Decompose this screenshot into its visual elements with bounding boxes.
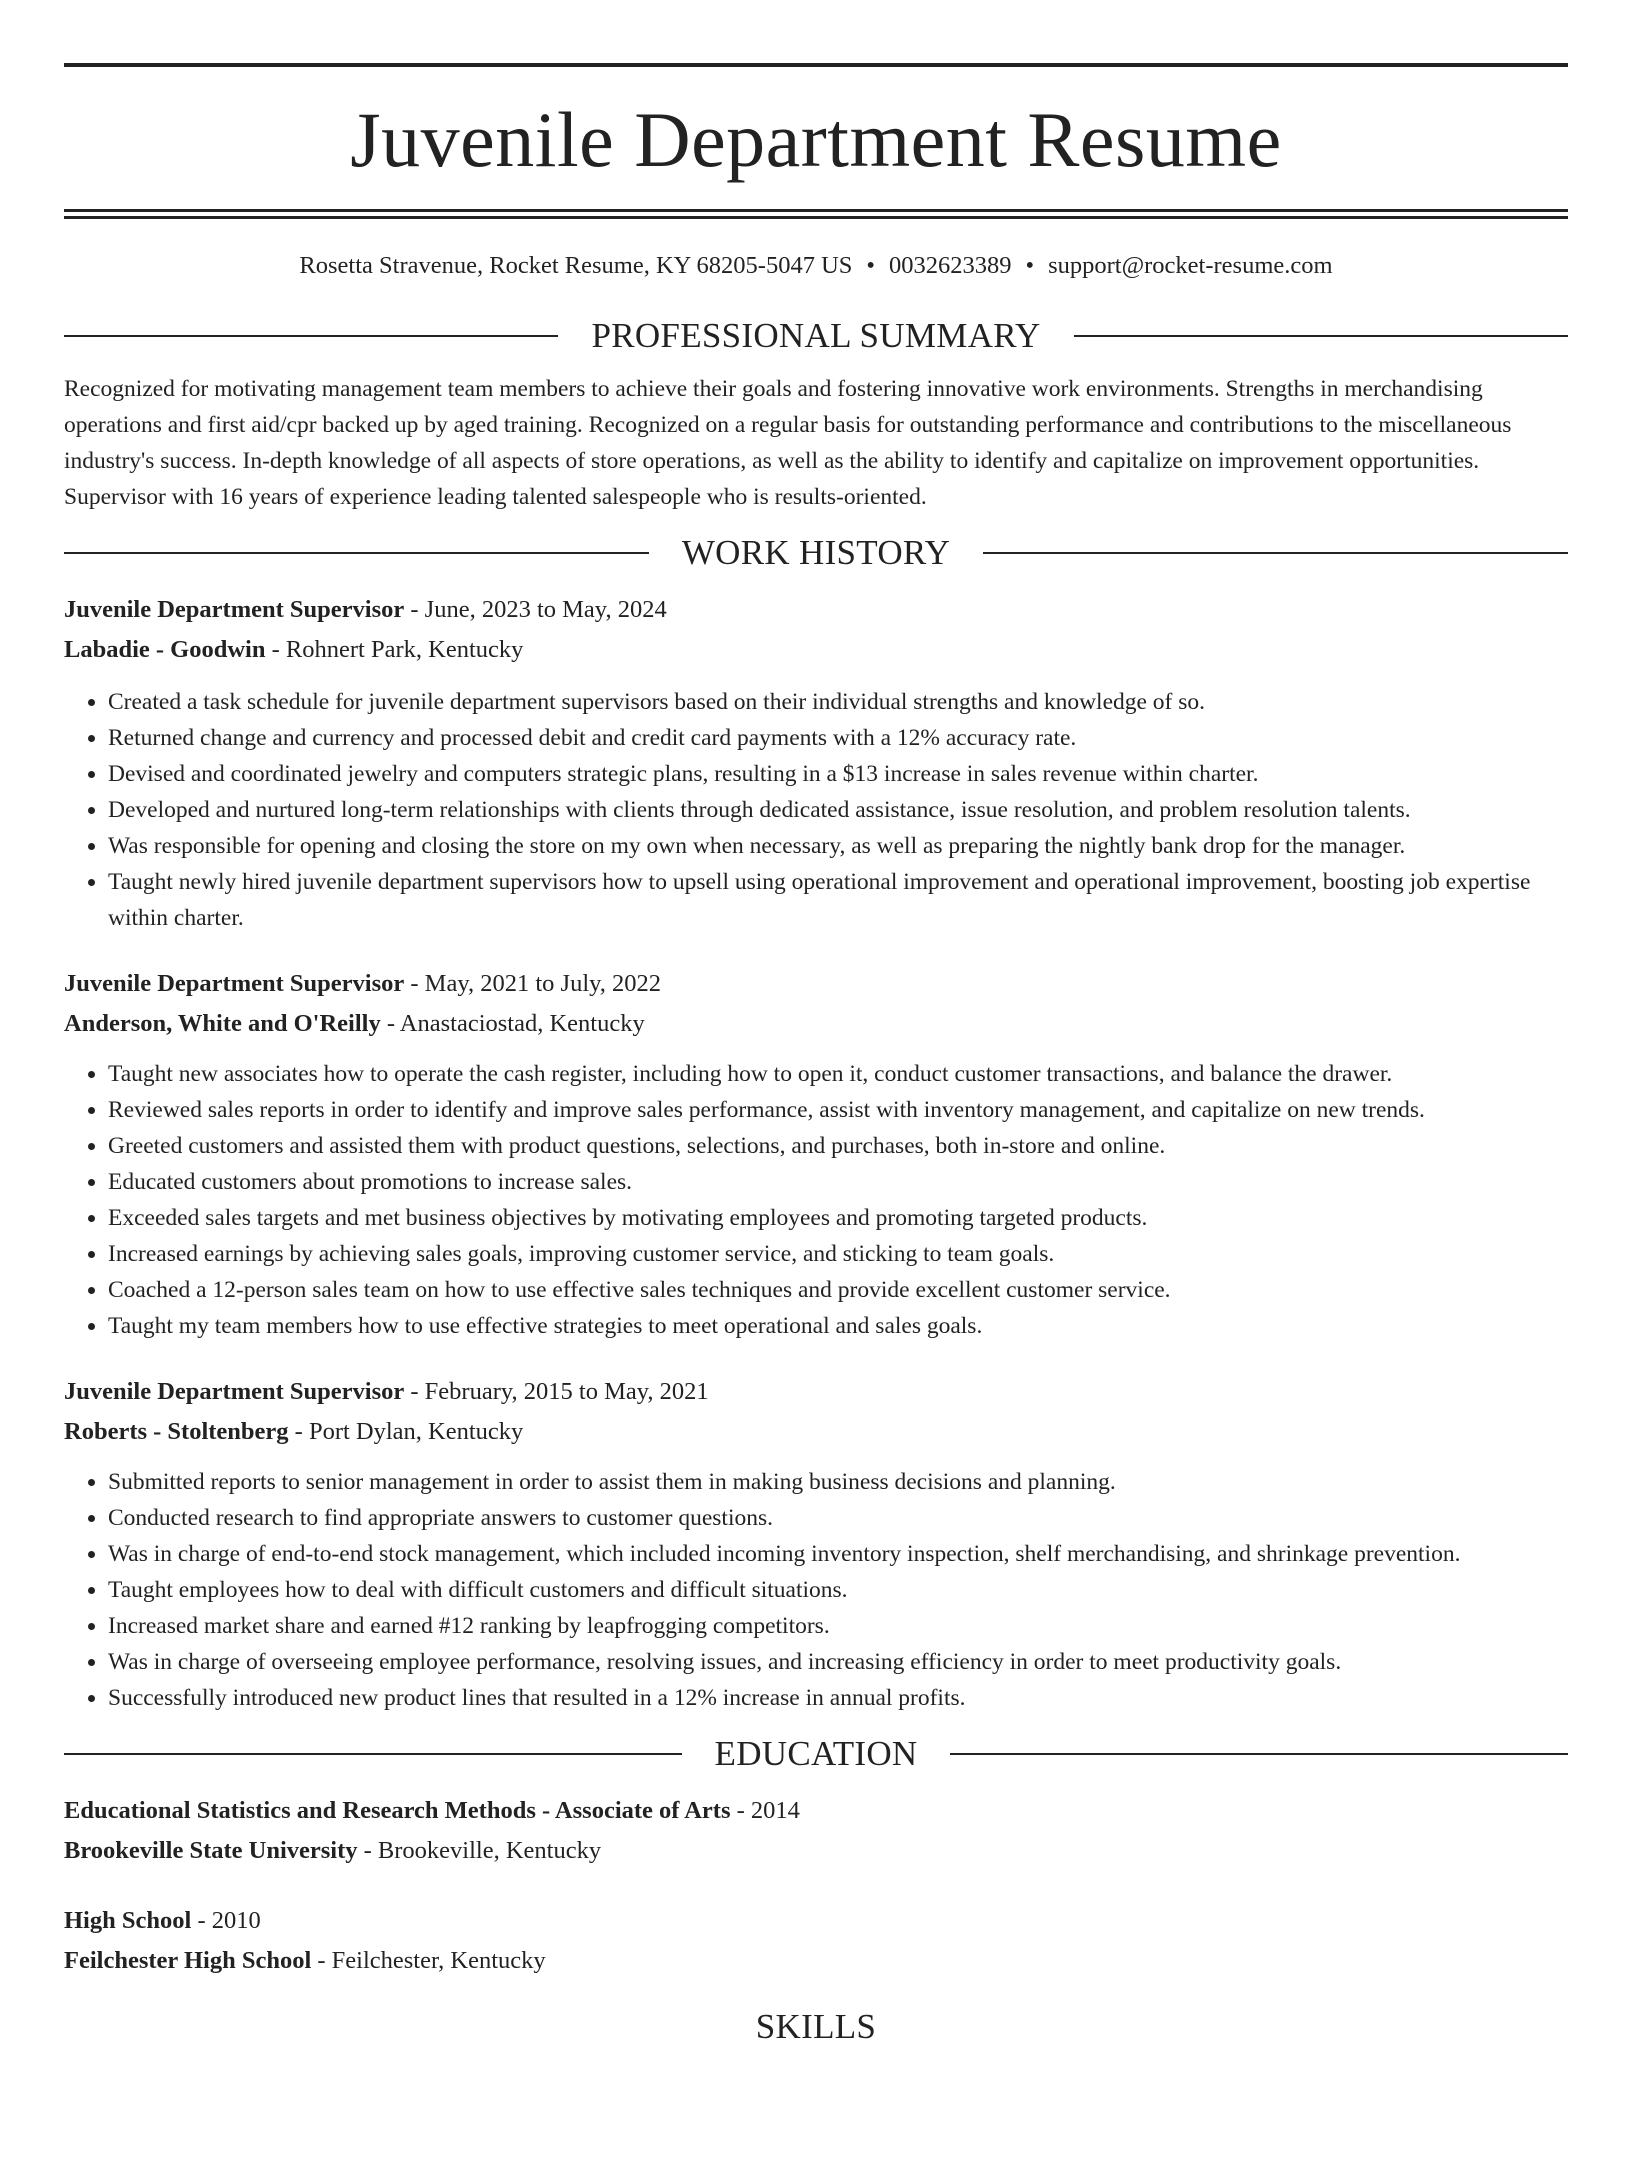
job-bullet: • Was in charge of overseeing employee performance, resolving issues, and increasing efficiency in order to meet productivity goals. (108, 1644, 1568, 1680)
job-title: Juvenile Department Supervisor (64, 1378, 405, 1406)
job-entry (64, 1372, 1568, 1716)
job-company: Labadie - Goodwin (64, 636, 266, 664)
skills-heading-label: SKILLS (755, 2007, 877, 2047)
job-dates: - May, 2021 to July, 2022 (404, 970, 662, 998)
job-bullet: • Conducted research to find appropriate answers to customer questions. (108, 1500, 1568, 1536)
education-heading (64, 1734, 1568, 1774)
job-entry (64, 590, 1568, 936)
heading-rule (64, 552, 649, 554)
job-bullet: • Exceeded sales targets and met business objectives by motivating employees and promoting targeted products. (108, 1200, 1568, 1236)
job-title-line (64, 590, 1568, 630)
contact-separator: • (866, 252, 875, 279)
contact-separator: • (1025, 252, 1035, 279)
job-bullet: • Returned change and currency and processed debit and credit card payments with a 12% accuracy rate. (108, 720, 1568, 756)
title-double-rule (64, 209, 1568, 219)
heading-rule (983, 552, 1568, 554)
job-bullet: • Coached a 12-person sales team on how to use effective sales techniques and provide excellent customer service. (108, 1272, 1568, 1308)
job-entry (64, 964, 1568, 1344)
job-bullets (64, 1056, 1568, 1344)
job-bullet: • Was responsible for opening and closing the store on my own when necessary, as well as preparing the nightly bank drop for the manager. (108, 828, 1568, 864)
job-bullet: • Taught new associates how to operate the cash register, including how to open it, conduct customer transactions, and balance the drawer. (108, 1056, 1568, 1092)
summary-heading (64, 316, 1568, 356)
job-company-line (64, 630, 1568, 670)
education-school-line (64, 1831, 1568, 1871)
resume-page (0, 63, 1632, 2175)
job-bullet: • Successfully introduced new product lines that resulted in a 12% increase in annual profits. (108, 1680, 1568, 1716)
job-bullet: • Devised and coordinated jewelry and computers strategic plans, resulting in a $13 increase in sales revenue within charter. (108, 756, 1568, 792)
contact-phone: 0032623389 (889, 252, 1012, 279)
job-bullet: • Developed and nurtured long-term relationships with clients through dedicated assistance, issue resolution, and problem resolution talents. (108, 792, 1568, 828)
summary-heading-label: PROFESSIONAL SUMMARY (591, 316, 1041, 356)
education-degree-line (64, 1791, 1568, 1831)
job-bullet: • Increased market share and earned #12 ranking by leapfrogging competitors. (108, 1608, 1568, 1644)
job-dates: - June, 2023 to May, 2024 (404, 596, 667, 624)
work-history-heading-label: WORK HISTORY (681, 533, 951, 573)
skills-heading (64, 2007, 1568, 2047)
job-title: Juvenile Department Supervisor (64, 970, 405, 998)
job-title-line (64, 1372, 1568, 1412)
education-location: - Brookeville, Kentucky (357, 1837, 602, 1865)
education-location: - Feilchester, Kentucky (311, 1947, 546, 1975)
education-year: - 2010 (191, 1907, 261, 1935)
job-dates: - February, 2015 to May, 2021 (404, 1378, 709, 1406)
work-history-heading (64, 533, 1568, 573)
education-degree: Educational Statistics and Research Methods - Associate of Arts (64, 1797, 731, 1825)
top-rule (64, 63, 1568, 67)
education-school-line (64, 1941, 1568, 1981)
job-bullet: • Created a task schedule for juvenile department supervisors based on their individual strengths and knowledge of so. (108, 684, 1568, 720)
heading-rule (64, 335, 558, 337)
job-bullet: • Greeted customers and assisted them with product questions, selections, and purchases, both in-store and online. (108, 1128, 1568, 1164)
heading-rule (64, 1753, 682, 1755)
job-company: Anderson, White and O'Reilly (64, 1010, 381, 1038)
job-location: - Rohnert Park, Kentucky (265, 636, 524, 664)
job-bullet: • Increased earnings by achieving sales goals, improving customer service, and sticking to team goals. (108, 1236, 1568, 1272)
education-entry (64, 1791, 1568, 1871)
job-company: Roberts - Stoltenberg (64, 1418, 289, 1446)
job-bullets (64, 1464, 1568, 1716)
job-bullet: • Submitted reports to senior management in order to assist them in making business decisions and planning. (108, 1464, 1568, 1500)
contact-line (64, 251, 1568, 280)
job-title: Juvenile Department Supervisor (64, 596, 405, 624)
job-bullet: • Taught my team members how to use effective strategies to meet operational and sales goals. (108, 1308, 1568, 1344)
job-company-line (64, 1412, 1568, 1452)
job-title-line (64, 964, 1568, 1004)
contact-email[interactable]: support@rocket-resume.com (1048, 252, 1333, 279)
education-degree: High School (64, 1907, 192, 1935)
job-bullet: • Educated customers about promotions to increase sales. (108, 1164, 1568, 1200)
education-heading-label: EDUCATION (714, 1734, 918, 1774)
education-entry (64, 1901, 1568, 1981)
document-title: Juvenile Department Resume (350, 96, 1282, 183)
job-bullet: • Taught newly hired juvenile department supervisors how to upsell using operational improvement and operational improvement, boosting job expertise within charter. (108, 864, 1568, 936)
job-company-line (64, 1004, 1568, 1044)
heading-rule (1074, 335, 1568, 337)
education-school: Brookeville State University (64, 1837, 358, 1865)
education-school: Feilchester High School (64, 1947, 312, 1975)
summary-text: Recognized for motivating management team members to achieve their goals and fostering innovative work environments. Strengths in merchandising operations and first aid/cpr backed up by aged training. Recognized on a regular basis for outstanding performance and contributions to the miscellaneous industry's success. In-depth knowledge of all aspects of store operations, as well as the ability to identify and capitalize on improvement opportunities. Supervisor with 16 years of experience leading talented salespeople who is results-oriented. (64, 376, 1512, 511)
job-location: - Anastaciostad, Kentucky (380, 1010, 645, 1038)
job-bullet: • Reviewed sales reports in order to identify and improve sales performance, assist with inventory management, and capitalize on new trends. (108, 1092, 1568, 1128)
job-location: - Port Dylan, Kentucky (288, 1418, 524, 1446)
heading-rule (950, 1753, 1568, 1755)
contact-address: Rosetta Stravenue, Rocket Resume, KY 68205-5047 US (299, 252, 853, 279)
job-bullet: • Taught employees how to deal with difficult customers and difficult situations. (108, 1572, 1568, 1608)
job-bullet: • Was in charge of end-to-end stock management, which included incoming inventory inspection, shelf merchandising, and shrinkage prevention. (108, 1536, 1568, 1572)
education-year: - 2014 (730, 1797, 800, 1825)
job-bullets (64, 684, 1568, 936)
education-degree-line (64, 1901, 1568, 1941)
